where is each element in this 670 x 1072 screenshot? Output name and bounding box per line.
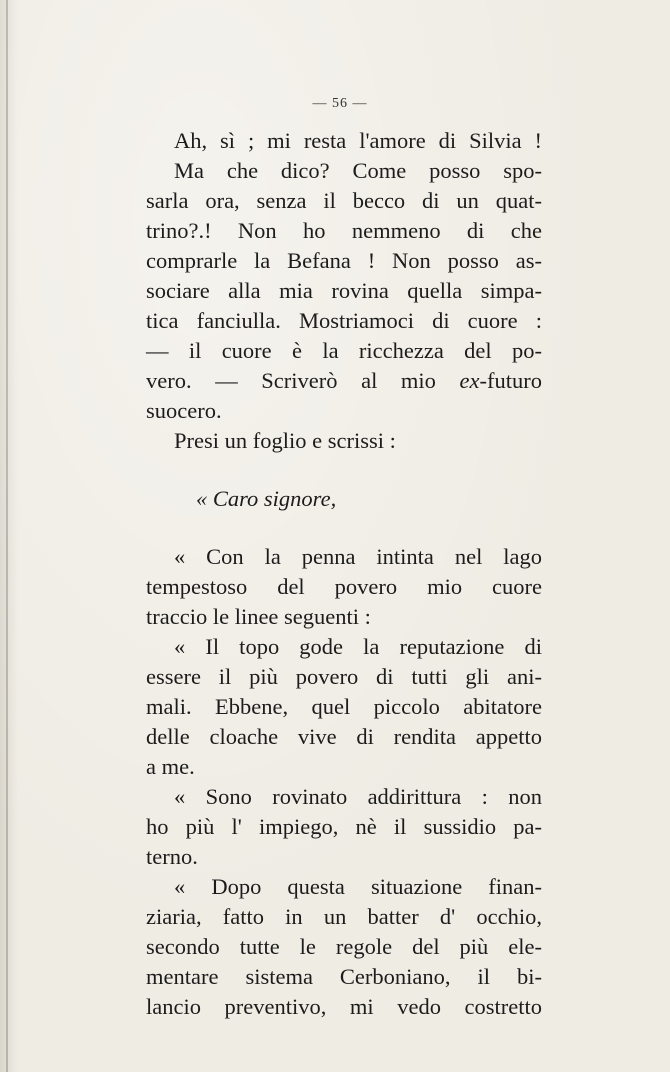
- text-line: Ah, sì ; mi resta l'amore di Silvia !: [174, 128, 542, 153]
- text-line: mentare sistema Cerboniano, il bi-: [146, 964, 542, 989]
- page-number: — 56 —: [312, 96, 368, 111]
- text-line: trino?.! Non ho nemmeno di che: [146, 218, 542, 243]
- text-line: comprarle la Befana ! Non posso as-: [146, 248, 542, 273]
- text-line: tempestoso del povero mio cuore: [146, 574, 542, 599]
- letter-salutation: « Caro signore,: [196, 486, 337, 511]
- text-line: delle cloache vive di rendita appetto: [146, 724, 542, 749]
- text-line: traccio le linee seguenti :: [146, 604, 371, 629]
- text-line: « Dopo questa situazione finan-: [174, 874, 542, 899]
- italic-ex: ex: [459, 368, 480, 393]
- text-line: Ma che dico? Come posso spo-: [174, 158, 542, 183]
- text-line: « Sono rovinato addirittura : non: [174, 784, 542, 809]
- text-line: [146, 366, 542, 396]
- text-line: sociare alla mia rovina quella simpa-: [146, 278, 542, 303]
- page-gutter: [6, 0, 8, 1072]
- text-line: suocero.: [146, 398, 222, 423]
- text-line: lancio preventivo, mi vedo costretto: [146, 994, 542, 1019]
- text-line: — il cuore è la ricchezza del po-: [146, 338, 542, 363]
- text-line: « Con la penna intinta nel lago: [174, 544, 542, 569]
- text-line: tica fanciulla. Mostriamoci di cuore :: [146, 308, 542, 333]
- text-line: mali. Ebbene, quel piccolo abitatore: [146, 694, 542, 719]
- text-line: sarla ora, senza il becco di un quat-: [146, 188, 542, 213]
- text-line: a me.: [146, 754, 195, 779]
- text-line: Presi un foglio e scrissi :: [174, 428, 396, 453]
- text-fragment: -futuro: [479, 368, 542, 393]
- text-line: terno.: [146, 844, 198, 869]
- text-line: ho più l' impiego, nè il sussidio pa-: [146, 814, 542, 839]
- text-line: « Il topo gode la reputazione di: [174, 634, 542, 659]
- text-line: essere il più povero di tutti gli ani-: [146, 664, 542, 689]
- text-fragment: vero. — Scriverò al mio: [146, 368, 460, 393]
- text-line: ziaria, fatto in un batter d' occhio,: [146, 904, 542, 929]
- text-line: secondo tutte le regole del più ele-: [146, 934, 542, 959]
